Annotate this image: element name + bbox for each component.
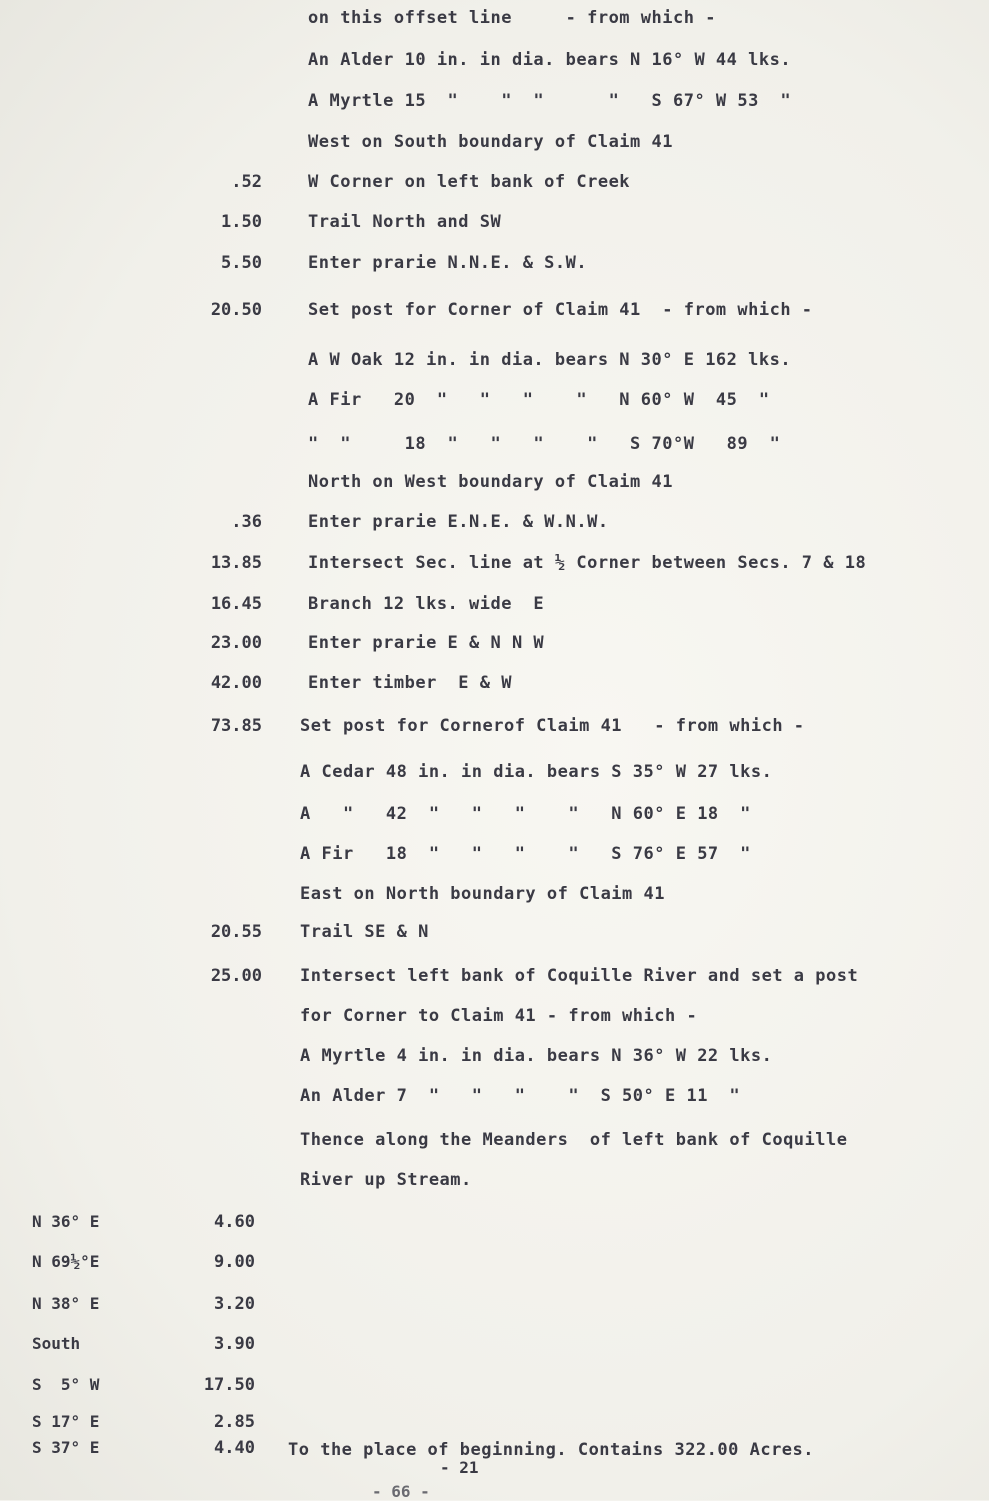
closing-statement: To the place of beginning. Contains 322.00 Acres. [288, 1440, 815, 1460]
entry-distance: 5.50 [221, 253, 262, 273]
entry-text: River up Stream. [300, 1170, 472, 1190]
entry-text: A Myrtle 4 in. in dia. bears N 36° W 22 lks. [300, 1046, 773, 1066]
meander-distance: 3.20 [214, 1294, 255, 1314]
entry-text: An Alder 7 " " " " S 50° E 11 " [300, 1086, 741, 1106]
entry-text: Intersect Sec. line at ½ Corner between Secs. 7 & 18 [308, 553, 867, 573]
entry-text: " " 18 " " " " S 70°W 89 " [308, 434, 781, 454]
entry-text: North on West boundary of Claim 41 [308, 472, 673, 492]
meander-bearing: N 69½°E [32, 1252, 100, 1271]
entry-text: Enter timber E & W [308, 673, 512, 693]
entry-text: Enter prarie N.N.E. & S.W. [308, 253, 588, 273]
entry-distance: .36 [231, 512, 262, 532]
meander-bearing: South [32, 1334, 81, 1353]
entry-text: Intersect left bank of Coquille River and set a post [300, 966, 859, 986]
entry-text: Enter prarie E & N N W [308, 633, 545, 653]
entry-text: West on South boundary of Claim 41 [308, 132, 673, 152]
meander-bearing: S 37° E [32, 1438, 100, 1457]
meander-distance: 9.00 [214, 1252, 255, 1272]
entry-text: Enter prarie E.N.E. & W.N.W. [308, 512, 609, 532]
entry-distance: .52 [231, 172, 262, 192]
entry-text: Thence along the Meanders of left bank of Coquille [300, 1130, 848, 1150]
entry-text: A Cedar 48 in. in dia. bears S 35° W 27 lks. [300, 762, 773, 782]
entry-distance: 1.50 [221, 212, 262, 232]
entry-text: East on North boundary of Claim 41 [300, 884, 665, 904]
entry-text: for Corner to Claim 41 - from which - [300, 1006, 698, 1026]
meander-distance: 4.60 [214, 1212, 255, 1232]
meander-distance: 4.40 [214, 1438, 255, 1458]
entry-distance: 20.55 [210, 922, 262, 942]
entry-text: Set post for Corner of Claim 41 - from which - [308, 300, 813, 320]
entry-distance: 20.50 [210, 300, 262, 320]
entry-text: A Fir 20 " " " " N 60° W 45 " [308, 390, 770, 410]
page-footer: - 66 - [372, 1482, 430, 1501]
page-number: - 21 [440, 1458, 479, 1477]
entry-text: A W Oak 12 in. in dia. bears N 30° E 162 lks. [308, 350, 792, 370]
entry-distance: 25.00 [210, 966, 262, 986]
entry-distance: 13.85 [210, 553, 262, 573]
meander-distance: 2.85 [214, 1412, 255, 1432]
meander-bearing: N 38° E [32, 1294, 100, 1313]
entry-text: An Alder 10 in. in dia. bears N 16° W 44 lks. [308, 50, 792, 70]
entry-text: Trail SE & N [300, 922, 429, 942]
entry-text: A Fir 18 " " " " S 76° E 57 " [300, 844, 751, 864]
entry-distance: 73.85 [210, 716, 262, 736]
entry-text: on this offset line - from which - [308, 8, 716, 28]
meander-bearing: S 17° E [32, 1412, 100, 1431]
entry-text: A " 42 " " " " N 60° E 18 " [300, 804, 751, 824]
entry-text: Trail North and SW [308, 212, 502, 232]
entry-distance: 23.00 [210, 633, 262, 653]
meander-bearing: N 36° E [32, 1212, 100, 1231]
entry-text: Set post for Cornerof Claim 41 - from which - [300, 716, 805, 736]
meander-distance: 17.50 [203, 1375, 255, 1395]
entry-distance: 16.45 [210, 594, 262, 614]
meander-distance: 3.90 [214, 1334, 255, 1354]
entry-text: Branch 12 lks. wide E [308, 594, 545, 614]
entry-text: A Myrtle 15 " " " " S 67° W 53 " [308, 91, 792, 111]
entry-text: W Corner on left bank of Creek [308, 172, 631, 192]
entry-distance: 42.00 [210, 673, 262, 693]
meander-bearing: S 5° W [32, 1375, 100, 1394]
